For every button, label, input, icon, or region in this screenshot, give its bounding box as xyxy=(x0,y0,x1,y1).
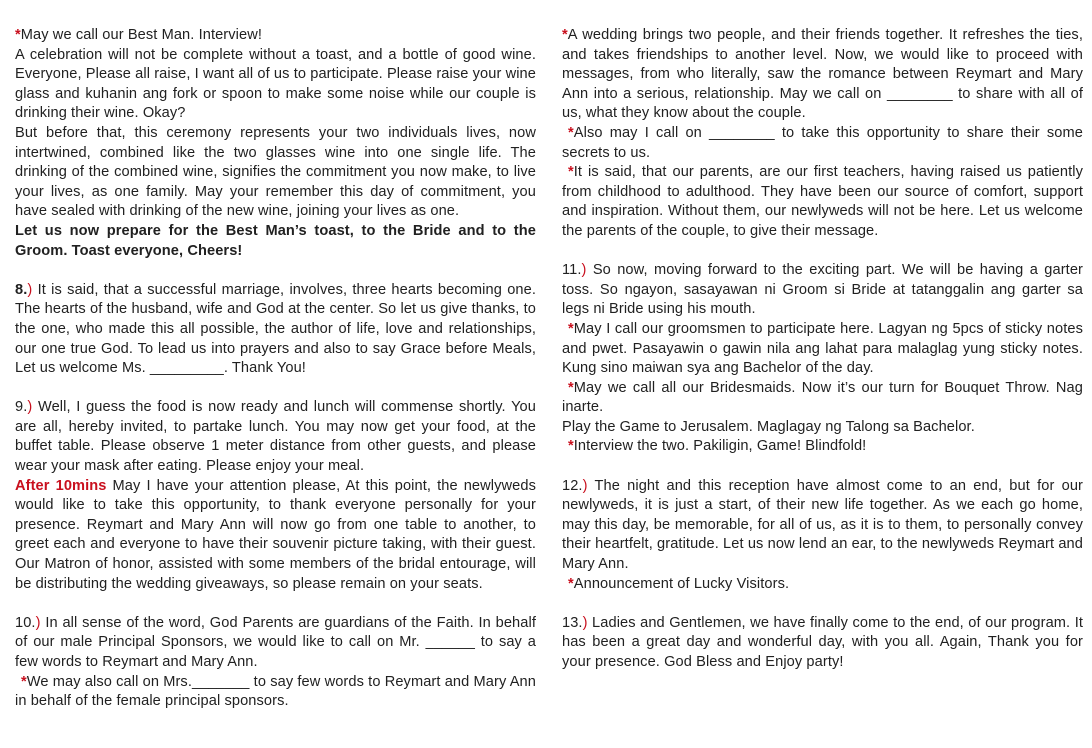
item-number-paren: ) xyxy=(27,281,33,298)
text-run: Well, I guess the food is now ready and lunch will commense shortly. You are all, hereby invited, to partake lunch. You may now get your food, at the buffet table. Please observe 1 meter distance from other guests, and please wear your mask after eating. Please enjoy your meal. xyxy=(15,399,536,475)
asterisk-marker: * xyxy=(568,575,574,592)
cue-game-jerusalem xyxy=(562,418,1083,438)
cue-groomsmen-game xyxy=(562,320,1083,379)
after-10mins-label: After 10mins xyxy=(15,477,107,494)
cue-parents-message xyxy=(562,163,1083,241)
item-number: 10. xyxy=(15,614,36,631)
item-number: 8. xyxy=(15,281,28,298)
asterisk-marker: * xyxy=(568,124,574,141)
item-number: 12. xyxy=(562,477,583,494)
item-13-closing xyxy=(562,614,1083,673)
text-run: It is said, that our parents, are our first teachers, having raised us patiently from childhood to adulthood. They have been our source of comfort, support and inspiration. Without them, our newlyweds will not be here. Let us welcome the parents of the couple, to give their message. xyxy=(562,164,1083,239)
item-number-paren: ) xyxy=(35,614,41,631)
item-number-paren: ) xyxy=(581,262,587,279)
text-run: So now, moving forward to the exciting part. We will be having a garter toss. So ngayon, sasayawan ni Groom si Bride at tatanggalin ang garter sa legs ni Bride using his mouth. xyxy=(562,262,1083,318)
text-run: We may also call on Mrs._______ to say few words to Reymart and Mary Ann in behalf of the female principal sponsors. xyxy=(15,673,536,710)
left-column xyxy=(15,26,536,712)
cue-lucky-visitors xyxy=(562,575,1083,595)
toast-call-to-action xyxy=(15,222,536,261)
cue-female-sponsor xyxy=(15,673,536,712)
text-run: May I have your attention please, At this point, the newlyweds would like to take this opportunity, to thank everyone personally for your presence. Reymart and Mary Ann will now go from one table to another, to greet each and everyone to have their souvenir picture taking, with their guest. Our Matron of honor, assisted with some members of the bridal entourage, will be distributing the wedding giveaways, so please remain on your seats. xyxy=(15,477,536,592)
text-run: Announcement of Lucky Visitors. xyxy=(573,575,790,592)
asterisk-marker: * xyxy=(21,673,27,690)
item-number-paren: ) xyxy=(27,399,33,416)
asterisk-marker: * xyxy=(568,164,574,181)
item-11-garter-toss xyxy=(562,261,1083,320)
messages-from-friends xyxy=(562,26,1083,124)
cue-interview-blindfold xyxy=(562,437,1083,457)
text-run: A wedding brings two people, and their friends together. It refreshes the ties, and takes friendships to another level. Now, we would like to proceed with messages, from who literally, saw the romance between Reymart and Mary Ann into a serious, relationship. May we call on ________ to share with all of us, what they know about the couple. xyxy=(562,27,1083,122)
text-run: In all sense of the word, God Parents are guardians of the Faith. In behalf of our male Principal Sponsors, we would like to call on Mr. ______ to say a few words to Reymart and Mary Ann. xyxy=(15,614,536,670)
text-run: A celebration will not be complete without a toast, and a bottle of good wine. Everyone, Please all raise, I want all of us to participate. Please raise your wine glass and kuhanin ang fork or spoon to make some noise while our couple is drinking their wine. Okay? xyxy=(15,46,536,122)
text-run: May we call all our Bridesmaids. Now it’s our turn for Bouquet Throw. Nag inarte. xyxy=(562,379,1083,416)
text-run: May we call our Best Man. Interview! xyxy=(20,27,263,43)
item-number-paren: ) xyxy=(582,614,588,631)
cue-best-man-interview xyxy=(15,26,536,46)
item-10-principal-sponsors xyxy=(15,614,536,673)
item-number: 13. xyxy=(562,614,583,631)
text-run: Also may I call on ________ to take this opportunity to share their some secrets to us. xyxy=(562,124,1083,161)
item-12-newlyweds-message xyxy=(562,477,1083,575)
text-run: It is said, that a successful marriage, involves, three hearts becoming one. The hearts of the husband, wife and God at the center. So let us give thanks, to the one, who made this all possible, the author of life, love and relationships, our one true God. To lead us into prayers and also to say Grace before Meals, Let us welcome Ms. _________. Thank You! xyxy=(15,281,536,377)
asterisk-marker: * xyxy=(15,27,21,43)
right-column xyxy=(562,26,1083,712)
item-9-lunch xyxy=(15,398,536,476)
asterisk-marker: * xyxy=(568,320,574,337)
asterisk-marker: * xyxy=(568,379,574,396)
asterisk-marker: * xyxy=(568,438,574,455)
item-number: 9. xyxy=(15,399,28,416)
text-run: But before that, this ceremony represents your two individuals lives, now intertwined, combined like the two glasses wine into one single life. The drinking of the combined wine, signifies the commitment you now make, to live your lives, as one family. May your remember this day of commitment, you have sealed with drinking of the new wine, joining your lives as one. xyxy=(15,124,536,220)
toast-ceremony-meaning xyxy=(15,124,536,222)
item-number-paren: ) xyxy=(582,477,588,494)
text-run: Play the Game to Jerusalem. Maglagay ng Talong sa Bachelor. xyxy=(562,418,975,435)
item-number: 11. xyxy=(562,262,582,279)
text-run: Let us now prepare for the Best Man’s toast, to the Bride and to the Groom. Toast everyone, Cheers! xyxy=(15,222,536,259)
text-run: The night and this reception have almost come to an end, but for our newlyweds, it is just a start, of their new life together. As we each go home, may this day, be memorable, for all of us, as it is to them, to personally convey their heartfelt, gratitude. Let us now lend an ear, to the newlyweds Reymart and Mary Ann. xyxy=(562,477,1083,573)
after-10mins-photo-ops xyxy=(15,477,536,595)
cue-also-call xyxy=(562,124,1083,163)
toast-intro xyxy=(15,46,536,124)
cue-bridesmaids-bouquet xyxy=(562,379,1083,418)
asterisk-marker: * xyxy=(562,27,568,43)
item-8-grace-prayer xyxy=(15,281,536,379)
text-run: May I call our groomsmen to participate here. Lagyan ng 5pcs of sticky notes and pwet. Pasayawin o gawin nila ang lahat para malaglag yung sticky notes. Kung sino maiwan sya ang Bachelor of the day. xyxy=(562,320,1083,377)
text-run: Ladies and Gentlemen, we have finally come to the end, of our program. It has been a great day and wonderful day, with you all. Again, Thank you for your presence. God Bless and Enjoy party! xyxy=(562,614,1083,670)
text-run: Interview the two. Pakiligin, Game! Blindfold! xyxy=(573,438,867,455)
